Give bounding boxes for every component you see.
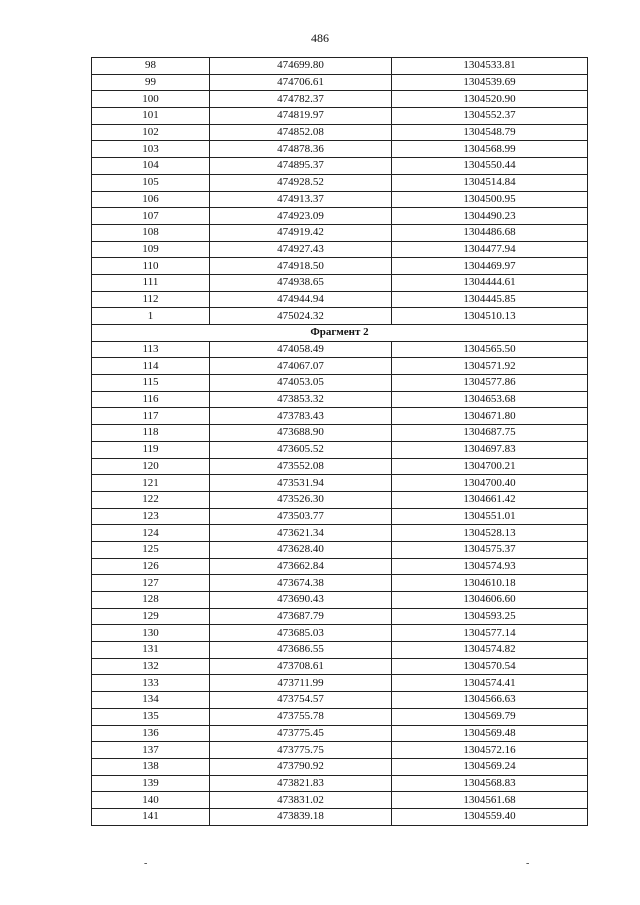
y-coordinate-cell: 1304574.82 bbox=[392, 642, 588, 659]
table-row bbox=[92, 308, 588, 325]
table-row bbox=[92, 658, 588, 675]
x-coordinate-cell: 473686.55 bbox=[210, 642, 392, 659]
point-number-cell: 1 bbox=[92, 308, 210, 325]
y-coordinate-cell: 1304570.54 bbox=[392, 658, 588, 675]
table-row bbox=[92, 491, 588, 508]
x-coordinate-cell: 473839.18 bbox=[210, 808, 392, 825]
x-coordinate-cell: 473621.34 bbox=[210, 525, 392, 542]
y-coordinate-cell: 1304444.61 bbox=[392, 274, 588, 291]
table-row bbox=[92, 158, 588, 175]
point-number-cell: 120 bbox=[92, 458, 210, 475]
y-coordinate-cell: 1304469.97 bbox=[392, 258, 588, 275]
x-coordinate-cell: 473783.43 bbox=[210, 408, 392, 425]
x-coordinate-cell: 473503.77 bbox=[210, 508, 392, 525]
x-coordinate-cell: 474058.49 bbox=[210, 341, 392, 358]
x-coordinate-cell: 474928.52 bbox=[210, 174, 392, 191]
point-number-cell: 110 bbox=[92, 258, 210, 275]
table-row bbox=[92, 108, 588, 125]
table-row bbox=[92, 608, 588, 625]
table-row bbox=[92, 174, 588, 191]
point-number-cell: 104 bbox=[92, 158, 210, 175]
x-coordinate-cell: 474699.80 bbox=[210, 58, 392, 75]
table-row bbox=[92, 525, 588, 542]
point-number-cell: 130 bbox=[92, 625, 210, 642]
table-row bbox=[92, 191, 588, 208]
coordinates-section-b bbox=[92, 341, 588, 825]
x-coordinate-cell: 474927.43 bbox=[210, 241, 392, 258]
x-coordinate-cell: 473821.83 bbox=[210, 775, 392, 792]
x-coordinate-cell: 474053.05 bbox=[210, 375, 392, 392]
y-coordinate-cell: 1304568.99 bbox=[392, 141, 588, 158]
x-coordinate-cell: 474919.42 bbox=[210, 224, 392, 241]
point-number-cell: 107 bbox=[92, 208, 210, 225]
x-coordinate-cell: 473674.38 bbox=[210, 575, 392, 592]
x-coordinate-cell: 474067.07 bbox=[210, 358, 392, 375]
point-number-cell: 111 bbox=[92, 274, 210, 291]
table-row bbox=[92, 675, 588, 692]
x-coordinate-cell: 474913.37 bbox=[210, 191, 392, 208]
table-row bbox=[92, 725, 588, 742]
y-coordinate-cell: 1304569.24 bbox=[392, 758, 588, 775]
point-number-cell: 131 bbox=[92, 642, 210, 659]
x-coordinate-cell: 474819.97 bbox=[210, 108, 392, 125]
y-coordinate-cell: 1304572.16 bbox=[392, 742, 588, 759]
point-number-cell: 103 bbox=[92, 141, 210, 158]
y-coordinate-cell: 1304568.83 bbox=[392, 775, 588, 792]
point-number-cell: 106 bbox=[92, 191, 210, 208]
x-coordinate-cell: 473687.79 bbox=[210, 608, 392, 625]
x-coordinate-cell: 473552.08 bbox=[210, 458, 392, 475]
fragment-heading-section bbox=[92, 325, 588, 342]
x-coordinate-cell: 473831.02 bbox=[210, 792, 392, 809]
y-coordinate-cell: 1304593.25 bbox=[392, 608, 588, 625]
y-coordinate-cell: 1304566.63 bbox=[392, 692, 588, 709]
y-coordinate-cell: 1304569.48 bbox=[392, 725, 588, 742]
point-number-cell: 119 bbox=[92, 441, 210, 458]
table-row bbox=[92, 808, 588, 825]
point-number-cell: 124 bbox=[92, 525, 210, 542]
y-coordinate-cell: 1304569.79 bbox=[392, 708, 588, 725]
x-coordinate-cell: 473662.84 bbox=[210, 558, 392, 575]
point-number-cell: 108 bbox=[92, 224, 210, 241]
point-number-cell: 137 bbox=[92, 742, 210, 759]
point-number-cell: 136 bbox=[92, 725, 210, 742]
table-row bbox=[92, 792, 588, 809]
y-coordinate-cell: 1304528.13 bbox=[392, 525, 588, 542]
x-coordinate-cell: 474895.37 bbox=[210, 158, 392, 175]
table-row bbox=[92, 274, 588, 291]
y-coordinate-cell: 1304550.44 bbox=[392, 158, 588, 175]
x-coordinate-cell: 473605.52 bbox=[210, 441, 392, 458]
y-coordinate-cell: 1304477.94 bbox=[392, 241, 588, 258]
table-row bbox=[92, 475, 588, 492]
point-number-cell: 141 bbox=[92, 808, 210, 825]
y-coordinate-cell: 1304486.68 bbox=[392, 224, 588, 241]
table-row bbox=[92, 692, 588, 709]
table-row bbox=[92, 58, 588, 75]
y-coordinate-cell: 1304653.68 bbox=[392, 391, 588, 408]
y-coordinate-cell: 1304445.85 bbox=[392, 291, 588, 308]
point-number-cell: 139 bbox=[92, 775, 210, 792]
y-coordinate-cell: 1304661.42 bbox=[392, 491, 588, 508]
table-row bbox=[92, 558, 588, 575]
table-row bbox=[92, 458, 588, 475]
x-coordinate-cell: 473526.30 bbox=[210, 491, 392, 508]
x-coordinate-cell: 473754.57 bbox=[210, 692, 392, 709]
y-coordinate-cell: 1304574.41 bbox=[392, 675, 588, 692]
point-number-cell: 128 bbox=[92, 592, 210, 609]
table-row bbox=[92, 508, 588, 525]
point-number-cell: 99 bbox=[92, 74, 210, 91]
table-row bbox=[92, 408, 588, 425]
x-coordinate-cell: 474782.37 bbox=[210, 91, 392, 108]
point-number-cell: 132 bbox=[92, 658, 210, 675]
point-number-cell: 138 bbox=[92, 758, 210, 775]
table-row bbox=[92, 91, 588, 108]
y-coordinate-cell: 1304548.79 bbox=[392, 124, 588, 141]
y-coordinate-cell: 1304571.92 bbox=[392, 358, 588, 375]
point-number-cell: 134 bbox=[92, 692, 210, 709]
fragment-heading: Фрагмент 2 bbox=[92, 325, 588, 342]
y-coordinate-cell: 1304606.60 bbox=[392, 592, 588, 609]
x-coordinate-cell: 474944.94 bbox=[210, 291, 392, 308]
x-coordinate-cell: 473775.45 bbox=[210, 725, 392, 742]
table-row bbox=[92, 241, 588, 258]
y-coordinate-cell: 1304559.40 bbox=[392, 808, 588, 825]
point-number-cell: 125 bbox=[92, 541, 210, 558]
point-number-cell: 98 bbox=[92, 58, 210, 75]
y-coordinate-cell: 1304577.86 bbox=[392, 375, 588, 392]
point-number-cell: 113 bbox=[92, 341, 210, 358]
x-coordinate-cell: 474918.50 bbox=[210, 258, 392, 275]
table-row bbox=[92, 291, 588, 308]
x-coordinate-cell: 473755.78 bbox=[210, 708, 392, 725]
fragment-heading-row bbox=[92, 325, 588, 342]
x-coordinate-cell: 473775.75 bbox=[210, 742, 392, 759]
point-number-cell: 117 bbox=[92, 408, 210, 425]
y-coordinate-cell: 1304520.90 bbox=[392, 91, 588, 108]
y-coordinate-cell: 1304552.37 bbox=[392, 108, 588, 125]
table-row bbox=[92, 775, 588, 792]
point-number-cell: 112 bbox=[92, 291, 210, 308]
point-number-cell: 133 bbox=[92, 675, 210, 692]
y-coordinate-cell: 1304574.93 bbox=[392, 558, 588, 575]
table-row bbox=[92, 74, 588, 91]
point-number-cell: 105 bbox=[92, 174, 210, 191]
table-row bbox=[92, 625, 588, 642]
x-coordinate-cell: 473708.61 bbox=[210, 658, 392, 675]
table-row bbox=[92, 708, 588, 725]
table-row bbox=[92, 441, 588, 458]
x-coordinate-cell: 474706.61 bbox=[210, 74, 392, 91]
point-number-cell: 135 bbox=[92, 708, 210, 725]
y-coordinate-cell: 1304500.95 bbox=[392, 191, 588, 208]
table-row bbox=[92, 592, 588, 609]
table-row bbox=[92, 208, 588, 225]
point-number-cell: 118 bbox=[92, 425, 210, 442]
point-number-cell: 121 bbox=[92, 475, 210, 492]
table-row bbox=[92, 224, 588, 241]
table-row bbox=[92, 742, 588, 759]
point-number-cell: 127 bbox=[92, 575, 210, 592]
footer-mark-right: - bbox=[526, 858, 530, 869]
table-row bbox=[92, 141, 588, 158]
point-number-cell: 123 bbox=[92, 508, 210, 525]
coordinates-section-a bbox=[92, 58, 588, 325]
x-coordinate-cell: 473711.99 bbox=[210, 675, 392, 692]
y-coordinate-cell: 1304700.40 bbox=[392, 475, 588, 492]
table-row bbox=[92, 258, 588, 275]
x-coordinate-cell: 473628.40 bbox=[210, 541, 392, 558]
table-row bbox=[92, 358, 588, 375]
point-number-cell: 116 bbox=[92, 391, 210, 408]
x-coordinate-cell: 475024.32 bbox=[210, 308, 392, 325]
table-row bbox=[92, 642, 588, 659]
y-coordinate-cell: 1304610.18 bbox=[392, 575, 588, 592]
point-number-cell: 129 bbox=[92, 608, 210, 625]
x-coordinate-cell: 474852.08 bbox=[210, 124, 392, 141]
table-row bbox=[92, 541, 588, 558]
y-coordinate-cell: 1304490.23 bbox=[392, 208, 588, 225]
y-coordinate-cell: 1304671.80 bbox=[392, 408, 588, 425]
point-number-cell: 126 bbox=[92, 558, 210, 575]
table-row bbox=[92, 391, 588, 408]
y-coordinate-cell: 1304514.84 bbox=[392, 174, 588, 191]
x-coordinate-cell: 473688.90 bbox=[210, 425, 392, 442]
page-number: 486 bbox=[311, 31, 329, 45]
y-coordinate-cell: 1304687.75 bbox=[392, 425, 588, 442]
y-coordinate-cell: 1304561.68 bbox=[392, 792, 588, 809]
y-coordinate-cell: 1304577.14 bbox=[392, 625, 588, 642]
y-coordinate-cell: 1304575.37 bbox=[392, 541, 588, 558]
point-number-cell: 122 bbox=[92, 491, 210, 508]
y-coordinate-cell: 1304551.01 bbox=[392, 508, 588, 525]
table-row bbox=[92, 425, 588, 442]
point-number-cell: 102 bbox=[92, 124, 210, 141]
point-number-cell: 109 bbox=[92, 241, 210, 258]
y-coordinate-cell: 1304539.69 bbox=[392, 74, 588, 91]
point-number-cell: 114 bbox=[92, 358, 210, 375]
table-row bbox=[92, 575, 588, 592]
coordinates-table bbox=[91, 57, 588, 826]
x-coordinate-cell: 474878.36 bbox=[210, 141, 392, 158]
y-coordinate-cell: 1304565.50 bbox=[392, 341, 588, 358]
table-row bbox=[92, 124, 588, 141]
x-coordinate-cell: 473685.03 bbox=[210, 625, 392, 642]
y-coordinate-cell: 1304697.83 bbox=[392, 441, 588, 458]
y-coordinate-cell: 1304510.13 bbox=[392, 308, 588, 325]
y-coordinate-cell: 1304700.21 bbox=[392, 458, 588, 475]
x-coordinate-cell: 473690.43 bbox=[210, 592, 392, 609]
table-row bbox=[92, 375, 588, 392]
x-coordinate-cell: 473790.92 bbox=[210, 758, 392, 775]
x-coordinate-cell: 473531.94 bbox=[210, 475, 392, 492]
x-coordinate-cell: 473853.32 bbox=[210, 391, 392, 408]
x-coordinate-cell: 474938.65 bbox=[210, 274, 392, 291]
footer-mark-left: - bbox=[144, 858, 148, 869]
point-number-cell: 100 bbox=[92, 91, 210, 108]
point-number-cell: 115 bbox=[92, 375, 210, 392]
x-coordinate-cell: 474923.09 bbox=[210, 208, 392, 225]
table-row bbox=[92, 341, 588, 358]
y-coordinate-cell: 1304533.81 bbox=[392, 58, 588, 75]
table-row bbox=[92, 758, 588, 775]
point-number-cell: 140 bbox=[92, 792, 210, 809]
point-number-cell: 101 bbox=[92, 108, 210, 125]
